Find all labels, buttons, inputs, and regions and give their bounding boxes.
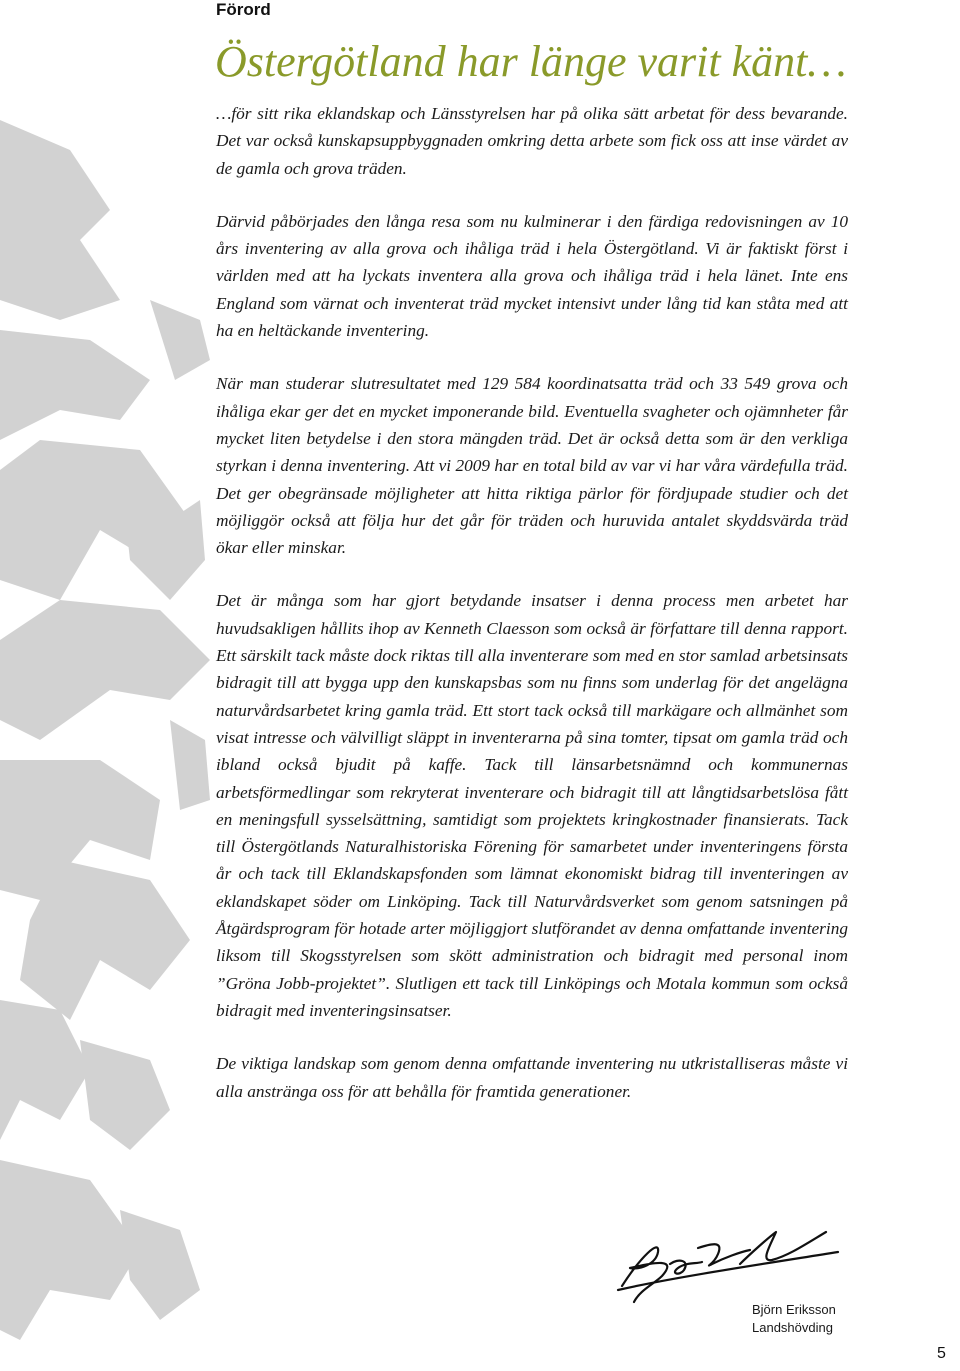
paragraph-closing: De viktiga landskap som genom denna omfattande inventering nu utkristalliseras måste vi alla anstränga oss för att behålla för framtida generationer. <box>216 1054 848 1101</box>
body-text <box>216 100 848 1131</box>
signatory-role: Landshövding <box>752 1320 833 1335</box>
paragraph-intro: …för sitt rika eklandskap och Länsstyrelsen har på olika sätt arbetat för dess bevarande. Det var också kunskapsuppbyggnaden omkring detta arbete som fick oss att inse värdet av de gamla och grova träden. <box>216 104 848 178</box>
paragraph-inventory: Därvid påbörjades den långa resa som nu kulminerar i den färdiga redovisningen av 10 års inventering av alla grova och ihåliga träd i hela Östergötland. Vi är faktiskt först i världen med att ha lyckats inventera alla grova och ihåliga träd i hela länet. Inte ens England som värnat och inventerat träd mycket intensivt under lång tid kan ståta med att ha en heltäckande inventering. <box>216 211 848 341</box>
paragraph-acknowledgements: Det är många som har gjort betydande insatser i denna process men arbetet har huvudsakligen hållits ihop av Kenneth Claesson som också är författare till denna rapport. Ett särskilt tack måste dock riktas till alla inventerare som med en stor samlad arbetsinsats bidragit till att bygga upp den kunskapsbas som nu finns som underlag för det angelägna naturvårdsarbetet kring gamla träd. Ett stort tack också till markägare och allmänhet som visat intresse och välvilligt släppt in inventerarna på sina tomter, tipsat om gamla träd och ibland också bjudit på kaffe. Tack till länsarbetsnämnd och kommunernas arbetsförmedlingar som rekryterat inventerare och bidragit till att långtidsarbetslösa fått en meningsfull sysselsättning, samtidigt som projektets kringkostnader finansierats. Tack till Östergötlands Naturalhistoriska Förening för samarbetet under inventeringens första år och tack till Eklandskapsfonden som lämnat ekonomiskt bidrag till inventeringen av eklandskapet söder om Linköping. Tack till Naturvårdsverket som genom satsningen på Åtgärdsprogram för hotade arter möjliggjort slutförandet av denna omfattande inventering liksom till Skogsstyrelsen som skött administration och bidragit med personal inom ”Gröna Jobb-projektet”. Slutligen ett tack till Linköpings och Motala kommun som också bidragit med inventeringsinsatser. <box>216 591 848 1020</box>
page-title: Östergötland har länge varit känt… <box>215 37 847 86</box>
paragraph-results: När man studerar slutresultatet med 129 584 koordinatsatta träd och 33 549 grova och ihåliga ekar ger det en mycket imponerande bild. Eventuella svagheter och ojämnheter får mycket liten betydelse i den stora mängden träd. Det är också detta som är den verkliga styrkan i denna inventering. Att vi 2009 har en total bild av var vi har våra värdefulla träd. Det ger obegränsade möjligheter att hitta riktiga pärlor för fördjupade studier och det möjliggör också att följa hur det går för träden och huruvida antalet skyddsvärda träd ökar eller minskar. <box>216 374 848 558</box>
section-label: Förord <box>216 0 271 19</box>
signature-icon <box>600 1218 850 1308</box>
signatory-name: Björn Eriksson <box>752 1302 836 1317</box>
page-number: 5 <box>937 1345 946 1362</box>
